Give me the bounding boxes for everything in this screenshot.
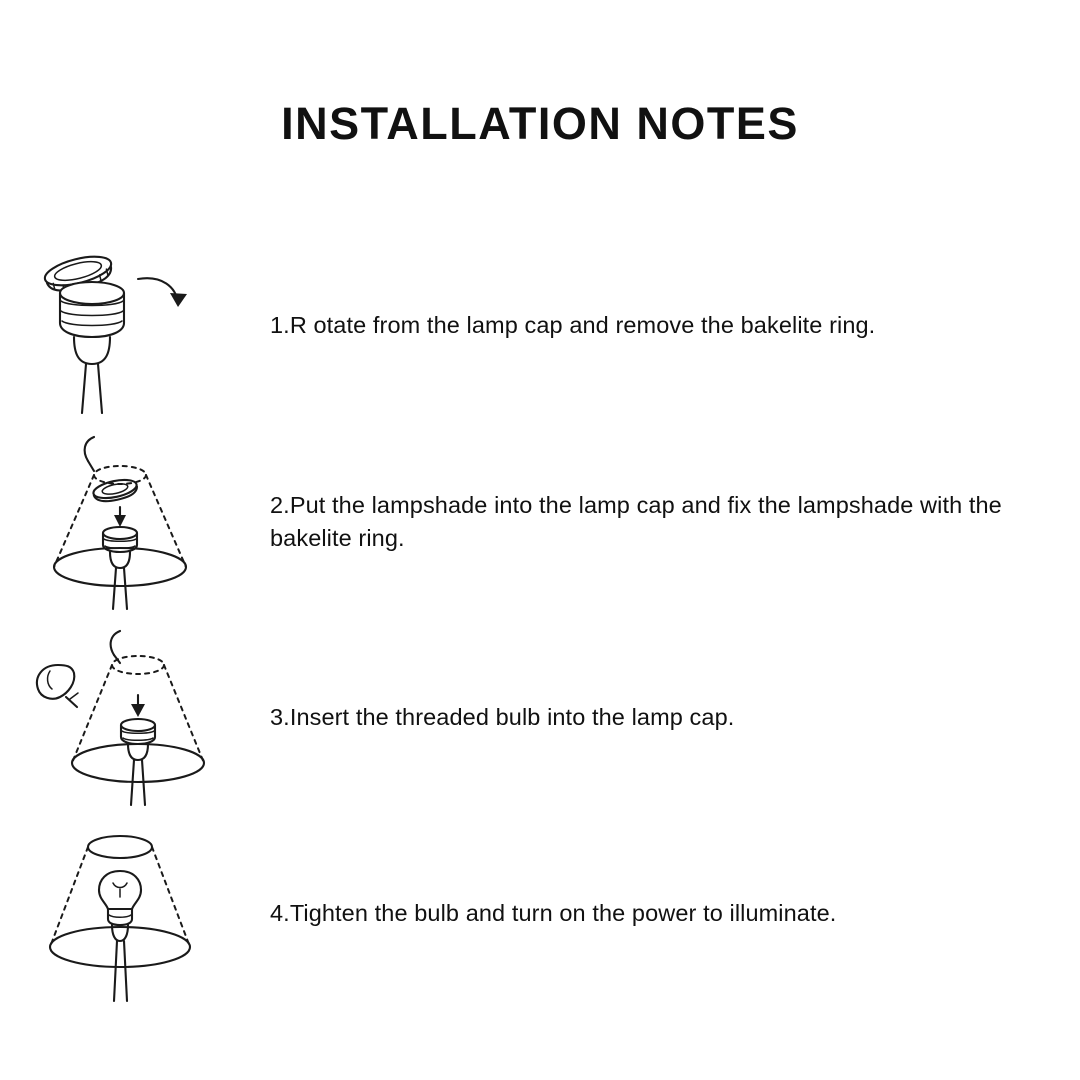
step-1-number: 1.: [270, 312, 290, 339]
step-4-number: 4.: [270, 900, 290, 927]
list-item: [0, 620, 1080, 816]
page-title: INSTALLATION NOTES: [281, 98, 799, 149]
lampshade-over-lamp-cap-with-ring-icon: [20, 427, 250, 617]
step-3-label: Insert the threaded bulb into the lamp cap.: [289, 704, 735, 731]
list-item: [0, 424, 1080, 620]
bulb-inserted-into-lamp-cap-icon: [20, 623, 250, 813]
step-4-text: [270, 897, 856, 930]
step-3-figure: [0, 620, 270, 816]
step-2-label: Put the lampshade into the lamp cap and fix the lampshade with the bakelite ring.: [270, 491, 1002, 551]
lamp-cap-with-bakelite-ring-rotating-icon: [20, 231, 250, 421]
step-2-figure: [0, 424, 270, 620]
list-item: [0, 816, 1080, 1012]
step-4-figure: [0, 816, 270, 1012]
steps-list: [0, 228, 1080, 1012]
step-2-text: [270, 489, 1030, 556]
step-3-number: 3.: [270, 704, 290, 731]
step-2-number: 2.: [270, 491, 290, 518]
step-1-label: R otate from the lamp cap and remove the bakelite ring.: [289, 312, 876, 339]
step-3-text: [270, 701, 754, 734]
step-1-text: [270, 309, 895, 342]
step-4-label: Tighten the bulb and turn on the power to illuminate.: [289, 900, 837, 927]
list-item: [0, 228, 1080, 424]
assembled-lamp-illuminated-icon: [20, 819, 250, 1009]
step-1-figure: [0, 228, 270, 424]
